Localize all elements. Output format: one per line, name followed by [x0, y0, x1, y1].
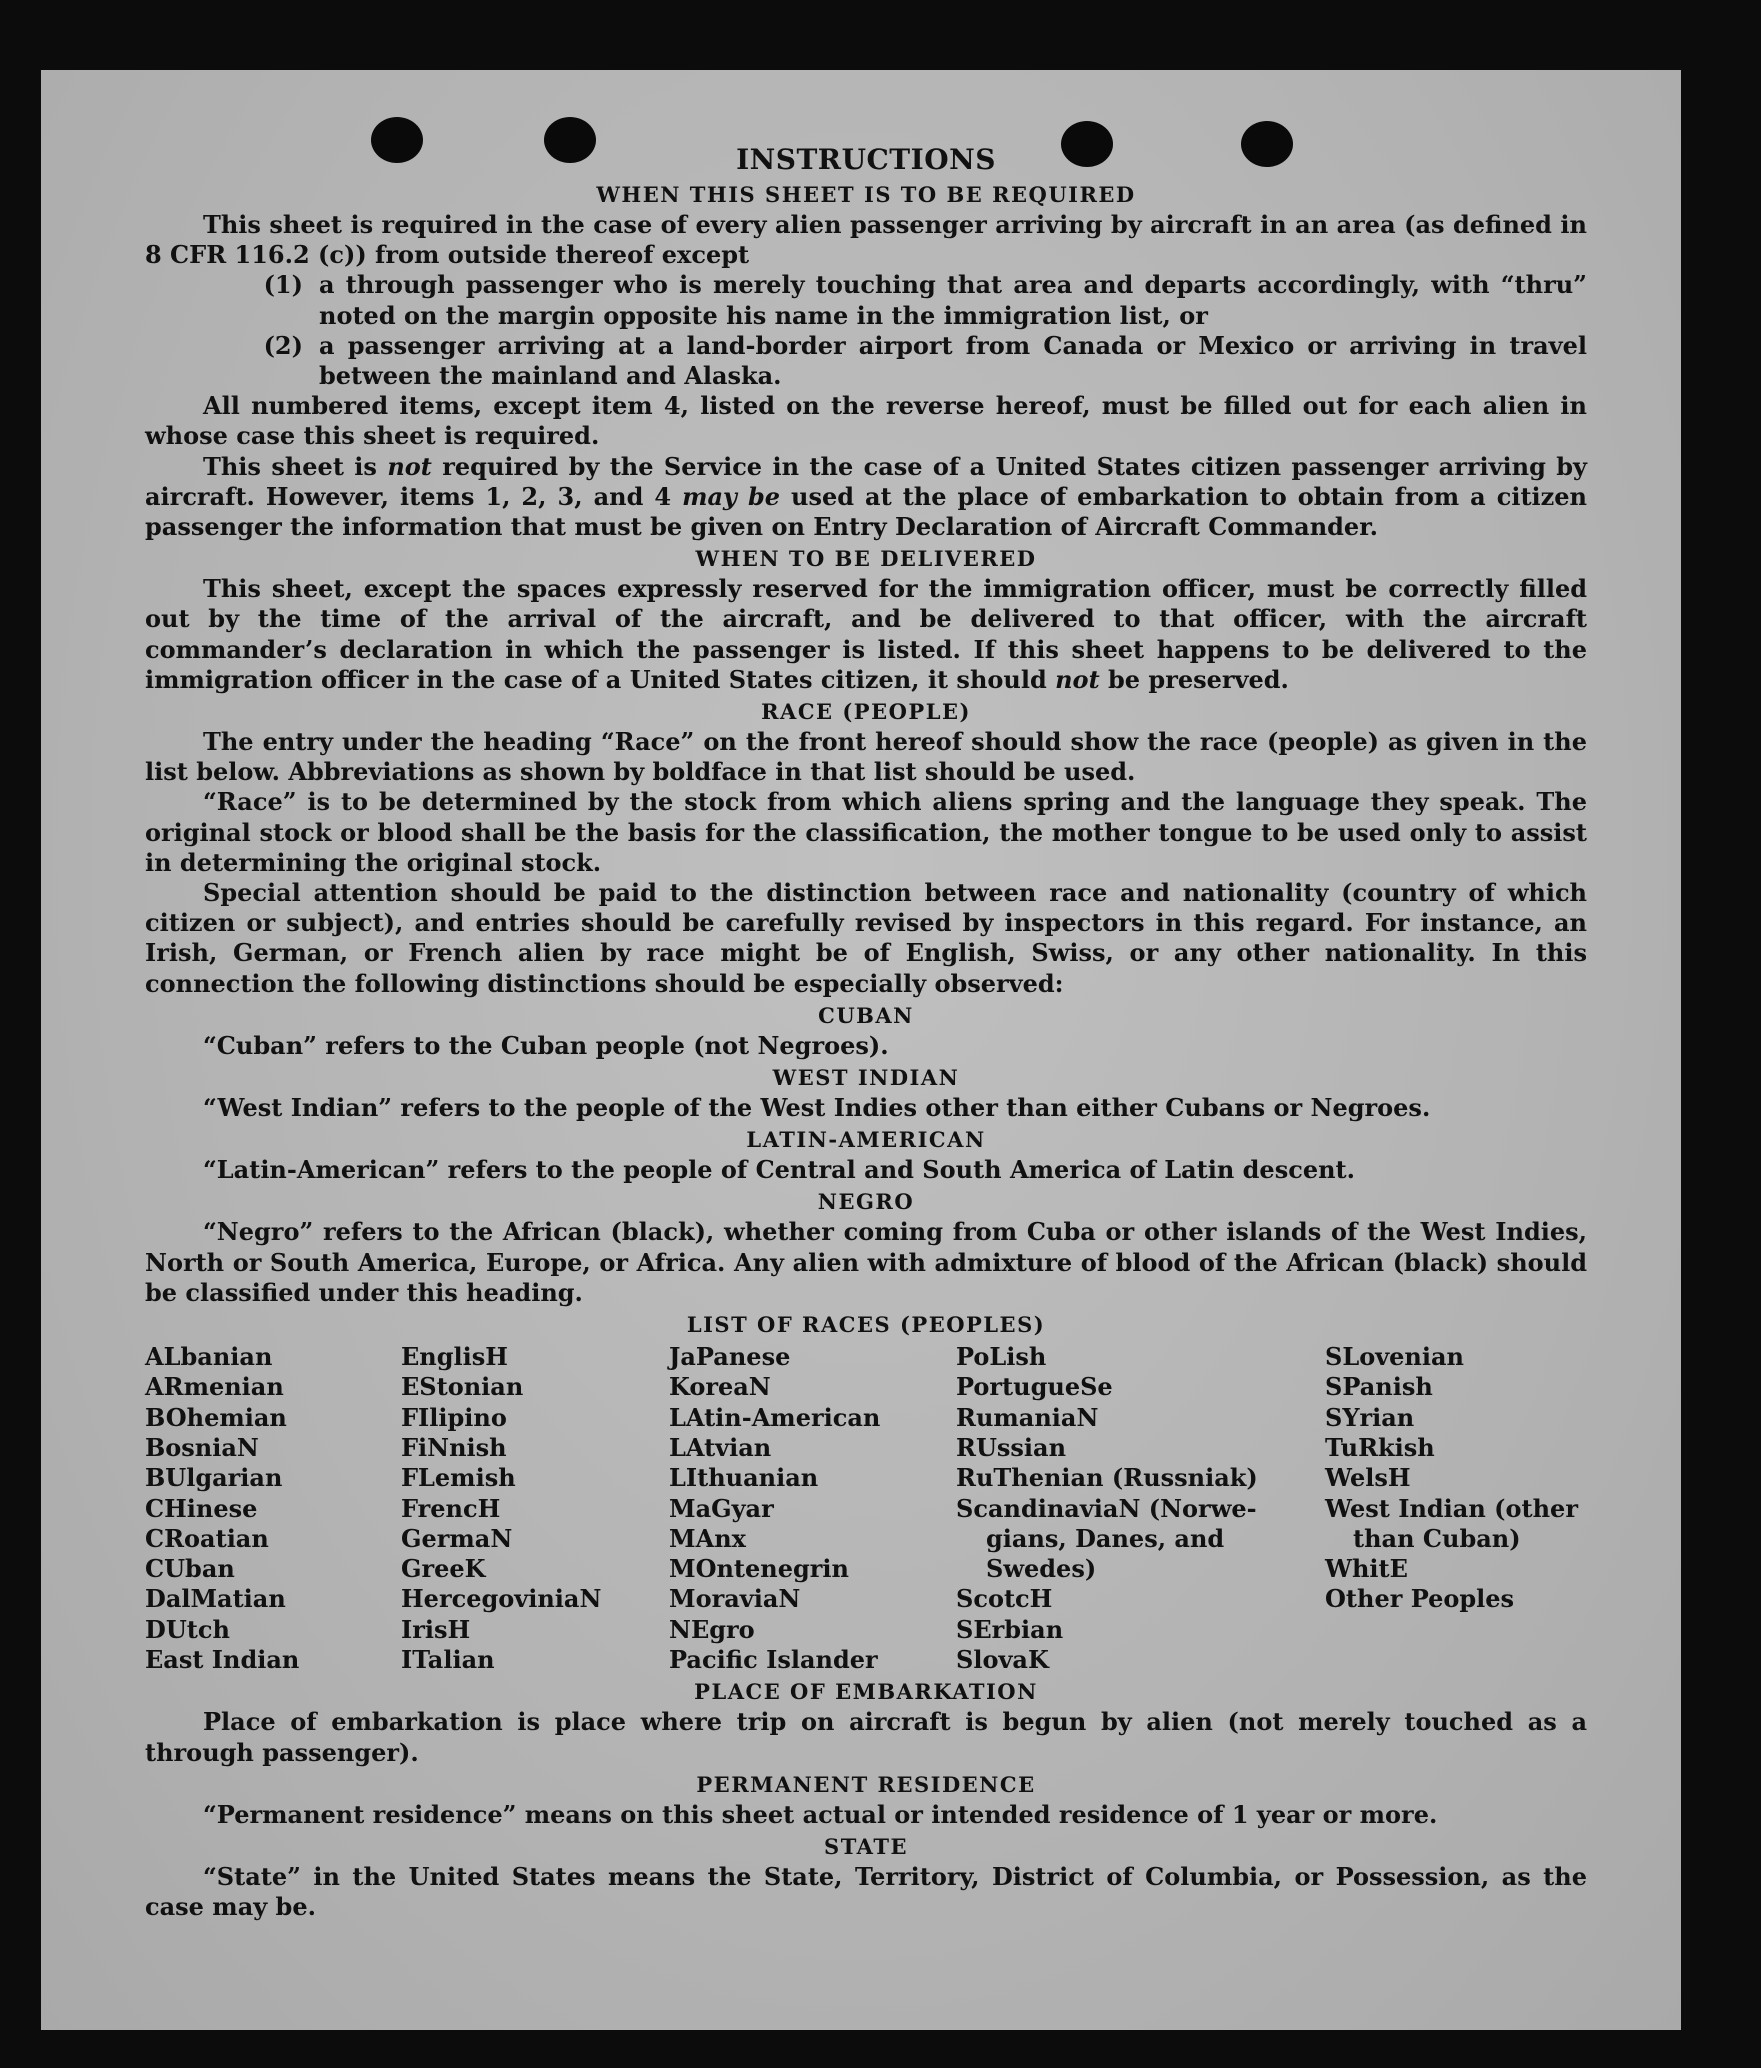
- race-entry: IrisH: [401, 1614, 471, 1644]
- race-entry: PortugueSe: [956, 1372, 1113, 1402]
- paragraph-state: “State” in the United States means the State, Territory, District of Columbia, or Possession, as the case may be.: [145, 1861, 1587, 1922]
- section-heading-cuban: CUBAN: [818, 1002, 914, 1028]
- race-entry: TuRkish: [1325, 1432, 1435, 1462]
- text-run: required by the Service in the case of a United States citizen passenger arriving by aircraft. However, items 1, 2, 3, and 4: [145, 451, 1587, 511]
- race-entry: Other Peoples: [1325, 1584, 1515, 1614]
- race-entry: ALbanian: [145, 1342, 273, 1372]
- paragraph-west-indian: “West Indian” refers to the people of the West Indies other than either Cubans or Negroes.: [203, 1093, 1431, 1123]
- race-entry: West Indian (other: [1325, 1493, 1578, 1523]
- italic-text: may be: [682, 481, 781, 511]
- race-entry: SlovaK: [956, 1645, 1049, 1675]
- exception-number: (1): [263, 270, 303, 300]
- text-run: This sheet is: [203, 451, 388, 481]
- section-heading-list-of-races: LIST OF RACES (PEOPLES): [686, 1312, 1046, 1338]
- section-heading-permanent-residence: PERMANENT RESIDENCE: [696, 1771, 1036, 1797]
- race-entry: NEgro: [669, 1614, 755, 1644]
- race-entry: BUlgarian: [145, 1463, 283, 1493]
- race-entry-continuation: than Cuban): [1353, 1523, 1521, 1553]
- exception-text: a through passenger who is merely touching that area and departs accordingly, with “thru” noted on the margin opposite his name in the immigration list, or: [319, 270, 1587, 330]
- race-entry: FLemish: [401, 1463, 516, 1493]
- race-entry: SLovenian: [1325, 1342, 1464, 1372]
- race-entry: WelsH: [1325, 1463, 1411, 1493]
- section-heading-when-delivered: WHEN TO BE DELIVERED: [695, 546, 1037, 572]
- paragraph-cuban: “Cuban” refers to the Cuban people (not Negroes).: [203, 1030, 889, 1060]
- section-heading-latin-american: LATIN-AMERICAN: [746, 1127, 986, 1153]
- exception-item: [145, 270, 1587, 330]
- race-entry: EnglisH: [401, 1342, 508, 1372]
- race-entry: MOntenegrin: [669, 1554, 849, 1584]
- race-entry-continuation: Swedes): [986, 1554, 1097, 1584]
- text-run: used at the place of embarkation to obtain from a citizen passenger the information that must be given on Entry Declaration of Aircraft Commander.: [145, 481, 1587, 542]
- exception-text: a passenger arriving at a land-border airport from Canada or Mexico or arriving in travel between the mainland and Alaska.: [319, 330, 1587, 391]
- race-column-1: [145, 1342, 401, 1675]
- race-entry: WhitE: [1325, 1554, 1408, 1584]
- race-column-2: [401, 1342, 669, 1675]
- race-entry: PoLish: [956, 1342, 1047, 1372]
- race-entry: EStonian: [401, 1372, 524, 1402]
- paragraph-negro: “Negro” refers to the African (black), whether coming from Cuba or other islands of the West Indies, North or South America, Europe, or Africa. Any alien with admixture of blood of the African (black) should be classified under this heading.: [145, 1217, 1587, 1307]
- race-entry: LIthuanian: [669, 1463, 819, 1493]
- race-entry: FrencH: [401, 1493, 501, 1523]
- paragraph-delivered: [145, 574, 1587, 695]
- race-entry: LAtin-American: [669, 1402, 881, 1432]
- italic-text: not: [1055, 664, 1100, 694]
- section-heading-place-of-embarkation: PLACE OF EMBARKATION: [694, 1679, 1038, 1705]
- race-entry: GermaN: [401, 1523, 513, 1553]
- section-heading-when-required: WHEN THIS SHEET IS TO BE REQUIRED: [596, 182, 1136, 207]
- paragraph-race-3: Special attention should be paid to the distinction between race and nationality (country of which citizen or subject), and entries should be carefully revised by inspectors in this regard. For instance, an Irish, German, or French alien by race might be of English, Swiss, or any other nationality. In this connection the following distinctions should be especially observed:: [145, 878, 1587, 998]
- page-title: INSTRUCTIONS: [736, 143, 996, 176]
- race-entry: ITalian: [401, 1645, 495, 1675]
- paragraph-race-2: “Race” is to be determined by the stock from which aliens spring and the language they speak. The original stock or blood shall be the basis for the classification, the mother tongue to be used only to assist in determining the original stock.: [145, 787, 1587, 877]
- section-heading-race: RACE (PEOPLE): [761, 699, 971, 725]
- race-entry: RUssian: [956, 1432, 1067, 1462]
- race-entry: JaPanese: [669, 1342, 791, 1372]
- paragraph-intro: This sheet is required in the case of every alien passenger arriving by aircraft in an area (as defined in 8 CFR 116.2 (c)) from outside thereof except: [145, 210, 1587, 270]
- race-entry: MAnx: [669, 1523, 746, 1553]
- paragraph-permanent-residence: “Permanent residence” means on this sheet actual or intended residence of 1 year or more.: [203, 1799, 1438, 1829]
- section-heading-state: STATE: [824, 1833, 908, 1859]
- race-entry: MaGyar: [669, 1493, 774, 1523]
- race-entry-continuation: gians, Danes, and: [986, 1523, 1225, 1553]
- paragraph-latin-american: “Latin-American” refers to the people of Central and South America of Latin descent.: [203, 1155, 1355, 1185]
- document-sheet: [41, 70, 1681, 2030]
- exception-item: [145, 331, 1587, 391]
- race-entry: KoreaN: [669, 1372, 771, 1402]
- race-entry: SPanish: [1325, 1372, 1433, 1402]
- race-entry: HercegoviniaN: [401, 1584, 602, 1614]
- section-heading-negro: NEGRO: [817, 1189, 915, 1215]
- italic-text: not: [387, 451, 432, 481]
- paragraph-race-1: The entry under the heading “Race” on the front hereof should show the race (people) as given in the list below. Abbreviations as shown by boldface in that list should be used.: [145, 727, 1587, 787]
- paragraph-citizen: [145, 452, 1587, 543]
- exception-number: (2): [263, 330, 303, 360]
- race-entry: FIlipino: [401, 1402, 507, 1432]
- race-entry: ARmenian: [145, 1372, 284, 1402]
- race-entry: ScotcH: [956, 1584, 1053, 1614]
- text-run: This sheet, except the spaces expressly reserved for the immigration officer, must be correctly filled out by the time of the arrival of the aircraft, and be delivered to that officer, with the aircraft commander’s declaration in which the passenger is listed. If this sheet happens to be delivered to the immigration officer in the case of a United States citizen, it should: [145, 574, 1587, 694]
- race-entry: BOhemian: [145, 1402, 287, 1432]
- race-entry: CHinese: [145, 1493, 258, 1523]
- race-entry: SYrian: [1325, 1402, 1415, 1432]
- race-entry: DalMatian: [145, 1584, 286, 1614]
- race-entry: LAtvian: [669, 1432, 772, 1462]
- instructions-content: [145, 142, 1587, 1922]
- race-entry: Pacific Islander: [669, 1645, 878, 1675]
- text-run: be preserved.: [1099, 664, 1289, 694]
- race-column-4: [956, 1342, 1325, 1675]
- race-entry: CUban: [145, 1554, 235, 1584]
- race-list: [145, 1342, 1587, 1675]
- race-entry: DUtch: [145, 1614, 230, 1644]
- race-entry: CRoatian: [145, 1523, 269, 1553]
- race-column-3: [669, 1342, 956, 1675]
- race-entry: FiNnish: [401, 1432, 507, 1462]
- race-entry: RuThenian (Russniak): [956, 1463, 1258, 1493]
- race-entry: ScandinaviaN (Norwe-: [956, 1493, 1257, 1523]
- race-entry: BosniaN: [145, 1432, 259, 1462]
- section-heading-west-indian: WEST INDIAN: [772, 1065, 960, 1091]
- race-column-5: [1325, 1342, 1587, 1675]
- race-entry: RumaniaN: [956, 1402, 1099, 1432]
- race-entry: MoraviaN: [669, 1584, 801, 1614]
- race-entry: GreeK: [401, 1554, 486, 1584]
- race-entry: SErbian: [956, 1614, 1064, 1644]
- race-entry: East Indian: [145, 1645, 300, 1675]
- paragraph-place-of-embarkation: Place of embarkation is place where trip on aircraft is begun by alien (not merely touched as a through passenger).: [145, 1707, 1587, 1767]
- paragraph-numbered-items: All numbered items, except item 4, listed on the reverse hereof, must be filled out for each alien in whose case this sheet is required.: [145, 391, 1587, 451]
